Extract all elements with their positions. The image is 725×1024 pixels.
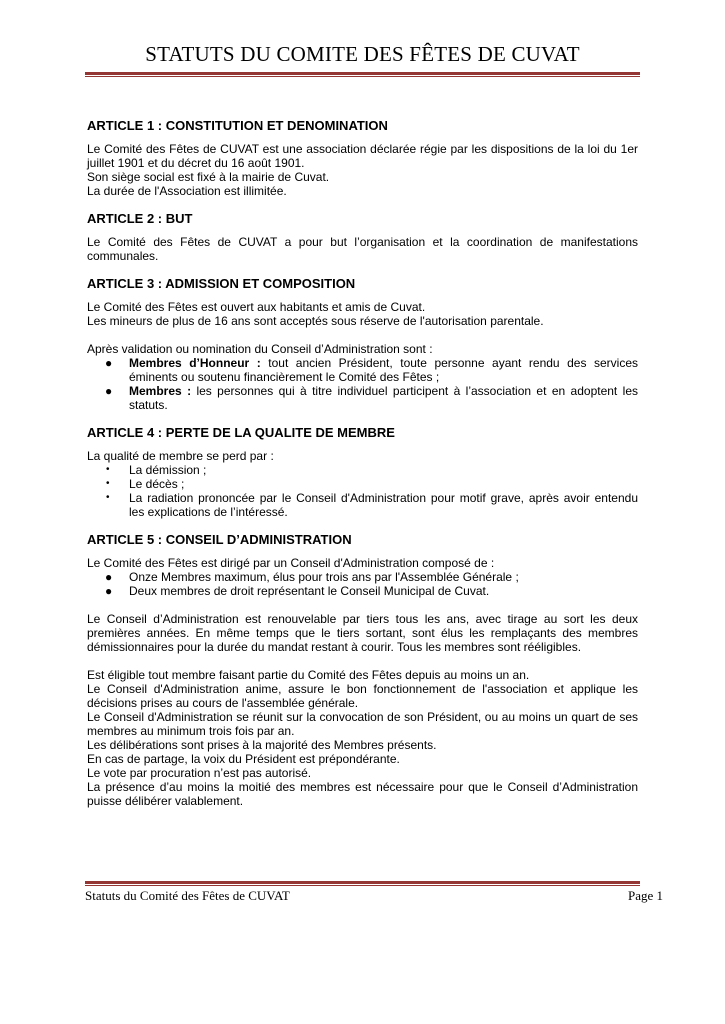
article-5-title: ARTICLE 5 : CONSEIL D’ADMINISTRATION (87, 532, 352, 547)
article-3-para-1: Le Comité des Fêtes est ouvert aux habitants et amis de Cuvat. (87, 300, 426, 314)
article-1 (87, 118, 638, 198)
page-footer (85, 888, 663, 904)
article-5-para-9: La présence d’au moins la moitié des membres est nécessaire pour que le Conseil d’Administration puisse délibérer valablement. (87, 780, 638, 808)
bullet-icon: ● (105, 356, 113, 370)
page-title: STATUTS DU COMITE DES FÊTES DE CUVAT (145, 42, 580, 66)
list-item: ● Deux membres de droit représentant le Conseil Municipal de Cuvat. (105, 584, 490, 598)
article-1-para-3: La durée de l'Association est illimitée. (87, 184, 287, 198)
article-5-para-4: Le Conseil d'Administration anime, assure le bon fonctionnement de l'association et applique les décisions prises au cours de l'assemblée générale. (87, 682, 638, 710)
article-2 (87, 211, 638, 263)
article-3-list (87, 356, 638, 412)
article-5 (87, 532, 638, 808)
article-2-title: ARTICLE 2 : BUT (87, 211, 193, 226)
list-item: • La radiation prononcée par le Conseil d'Administration pour motif grave, après avoir entendu les explications de l’intéressé. (106, 491, 638, 519)
article-3-para-3: Après validation ou nomination du Conseil d’Administration sont : (87, 342, 433, 356)
list-item: ● Membres : les personnes qui à titre individuel participent à l’association et en adoptent les statuts. (105, 384, 638, 412)
bullet-icon: ● (105, 584, 113, 598)
list-item: • La démission ; (106, 463, 207, 477)
article-3 (87, 276, 638, 412)
bullet-icon: • (106, 492, 110, 503)
bullet-icon: ● (105, 384, 113, 398)
article-5-para-7: En cas de partage, la voix du Président est prépondérante. (87, 752, 400, 766)
document-body (87, 118, 638, 821)
article-3-title: ARTICLE 3 : ADMISSION ET COMPOSITION (87, 276, 356, 291)
article-4 (87, 425, 638, 519)
article-5-para-1: Le Comité des Fêtes est dirigé par un Conseil d'Administration composé de : (87, 556, 495, 570)
list-item: ● Membres d’Honneur : tout ancien Président, toute personne ayant rendu des services éminents ou soutenu financièrement le Comité des Fêtes ; (105, 356, 638, 384)
article-5-list (87, 570, 638, 598)
article-5-para-2: Le Conseil d’Administration est renouvelable par tiers tous les ans, avec tirage au sort les deux premières années. En même temps que le tiers sortant, sont élus les remplaçants des membres démissionnaires pour la durée du mandat restant à courir. Tous les membres sont rééligibles. (87, 612, 638, 654)
article-4-para-1: La qualité de membre se perd par : (87, 449, 274, 463)
article-5-para-3: Est éligible tout membre faisant partie du Comité des Fêtes depuis au moins un an. (87, 668, 530, 682)
bullet-icon: ● (105, 570, 113, 584)
list-item: ● Onze Membres maximum, élus pour trois ans par l'Assemblée Générale ; (105, 570, 519, 584)
bullet-icon: • (106, 464, 110, 475)
article-5-para-6: Les délibérations sont prises à la majorité des Membres présents. (87, 738, 437, 752)
article-1-para-1: Le Comité des Fêtes de CUVAT est une association déclarée régie par les dispositions de la loi du 1er juillet 1901 et du décret du 16 août 1901. (87, 142, 638, 170)
article-5-para-5: Le Conseil d'Administration se réunit sur la convocation de son Président, ou au moins un quart de ses membres au minimum trois fois par an. (87, 710, 638, 738)
header-rule (85, 72, 640, 77)
bullet-icon: • (106, 478, 110, 489)
article-4-list (87, 463, 638, 519)
article-5-para-8: Le vote par procuration n’est pas autorisé. (87, 766, 312, 780)
page-number: Page 1 (627, 888, 663, 903)
article-2-para-1: Le Comité des Fêtes de CUVAT a pour but l’organisation et la coordination de manifestations communales. (87, 235, 638, 263)
article-4-title: ARTICLE 4 : PERTE DE LA QUALITE DE MEMBRE (87, 425, 395, 440)
article-1-para-2: Son siège social est fixé à la mairie de Cuvat. (87, 170, 330, 184)
article-3-para-2: Les mineurs de plus de 16 ans sont acceptés sous réserve de l'autorisation parentale. (87, 314, 544, 328)
footer-title: Statuts du Comité des Fêtes de CUVAT (85, 888, 290, 903)
list-item: • Le décès ; (106, 477, 185, 491)
footer-rule (85, 881, 640, 886)
article-1-title: ARTICLE 1 : CONSTITUTION ET DENOMINATION (87, 118, 388, 133)
